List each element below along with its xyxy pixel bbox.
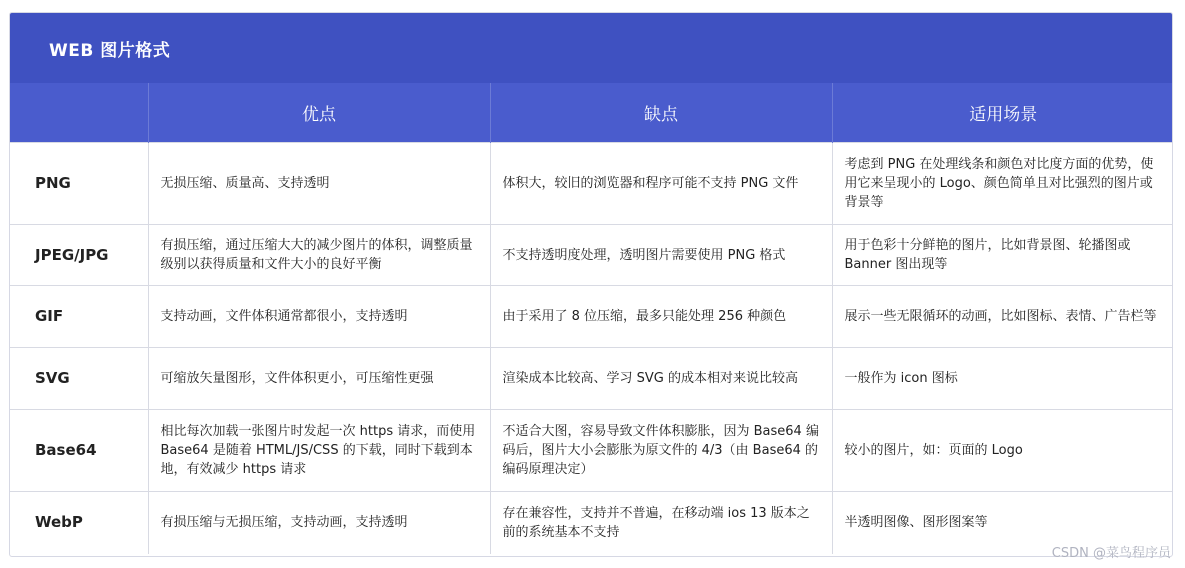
cons-cell: 不支持透明度处理，透明图片需要使用 PNG 格式 xyxy=(490,225,832,286)
table-row xyxy=(10,225,1173,286)
cons-cell: 存在兼容性，支持并不普遍，在移动端 ios 13 版本之前的系统基本不支持 xyxy=(490,492,832,554)
table-row xyxy=(10,492,1173,554)
pros-cell: 支持动画，文件体积通常都很小，支持透明 xyxy=(148,286,490,348)
format-name: WebP xyxy=(10,492,148,554)
cons-cell: 渲染成本比较高、学习 SVG 的成本相对来说比较高 xyxy=(490,348,832,410)
table-row xyxy=(10,348,1173,410)
watermark: CSDN @菜鸟程序员 xyxy=(1051,546,1171,561)
table-row xyxy=(10,410,1173,492)
scene-cell: 较小的图片，如：页面的 Logo xyxy=(832,410,1173,492)
header-pros: 优点 xyxy=(148,83,490,143)
format-name: JPEG/JPG xyxy=(10,225,148,286)
format-name: PNG xyxy=(10,143,148,225)
pros-cell: 可缩放矢量图形，文件体积更小，可压缩性更强 xyxy=(148,348,490,410)
cons-cell: 不适合大图，容易导致文件体积膨胀，因为 Base64 编码后，图片大小会膨胀为原文件的 4/3（由 Base64 的编码原理决定） xyxy=(490,410,832,492)
header-cons: 缺点 xyxy=(490,83,832,143)
header-row xyxy=(10,83,1173,143)
format-name: Base64 xyxy=(10,410,148,492)
pros-cell: 相比每次加载一张图片时发起一次 https 请求，而使用 Base64 是随着 HTML/JS/CSS 的下载，同时下载到本地，有效减少 https 请求 xyxy=(148,410,490,492)
table-title: WEB 图片格式 xyxy=(10,13,1172,83)
format-name: SVG xyxy=(10,348,148,410)
cons-cell: 由于采用了 8 位压缩，最多只能处理 256 种颜色 xyxy=(490,286,832,348)
scene-cell: 一般作为 icon 图标 xyxy=(832,348,1173,410)
cons-cell: 体积大，较旧的浏览器和程序可能不支持 PNG 文件 xyxy=(490,143,832,225)
table-row xyxy=(10,286,1173,348)
pros-cell: 无损压缩、质量高、支持透明 xyxy=(148,143,490,225)
header-format xyxy=(10,83,148,143)
scene-cell: 展示一些无限循环的动画，比如图标、表情、广告栏等 xyxy=(832,286,1173,348)
format-card xyxy=(9,12,1173,557)
header-scene: 适用场景 xyxy=(832,83,1173,143)
scene-cell: 考虑到 PNG 在处理线条和颜色对比度方面的优势，使用它来呈现小的 Logo、颜色简单且对比强烈的图片或背景等 xyxy=(832,143,1173,225)
pros-cell: 有损压缩，通过压缩大大的减少图片的体积，调整质量级别以获得质量和文件大小的良好平衡 xyxy=(148,225,490,286)
table-row xyxy=(10,143,1173,225)
scene-cell: 半透明图像、图形图案等 xyxy=(832,492,1173,554)
pros-cell: 有损压缩与无损压缩，支持动画，支持透明 xyxy=(148,492,490,554)
format-name: GIF xyxy=(10,286,148,348)
format-table xyxy=(10,83,1173,554)
scene-cell: 用于色彩十分鲜艳的图片，比如背景图、轮播图或 Banner 图出现等 xyxy=(832,225,1173,286)
